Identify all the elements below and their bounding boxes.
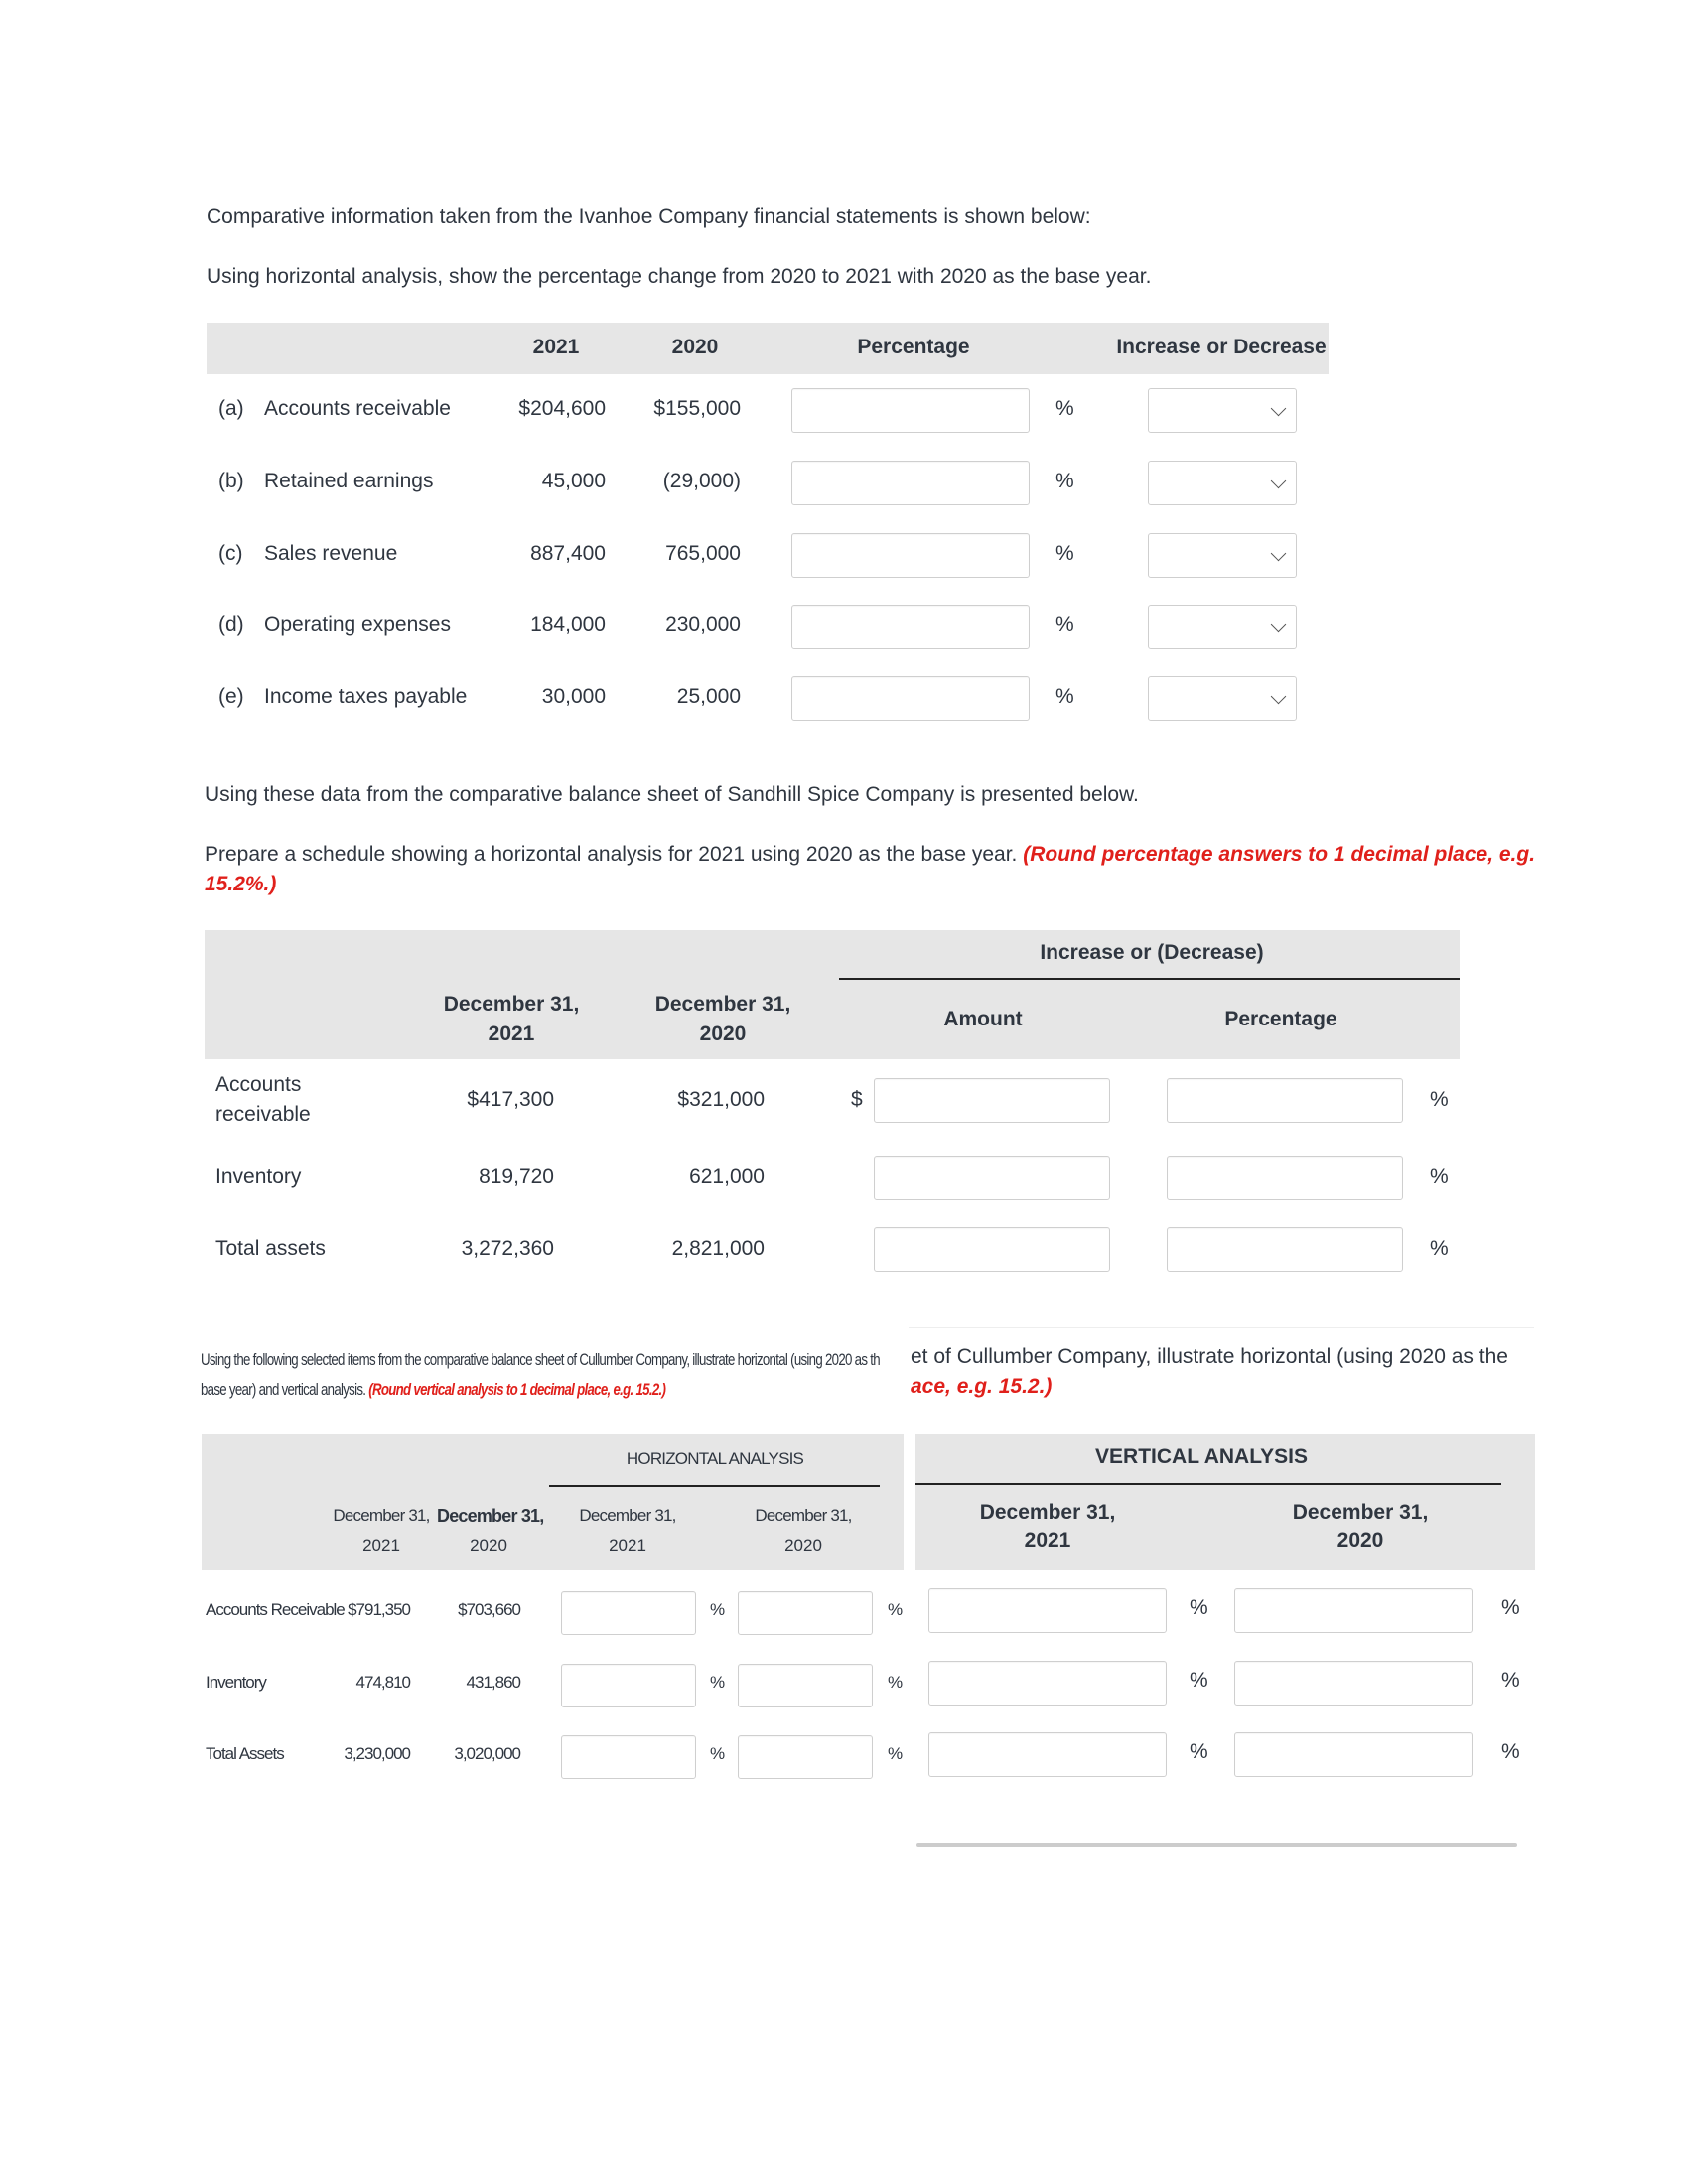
percentage-input[interactable] <box>1167 1156 1403 1200</box>
value-dec-2021: $791,350 <box>348 1600 410 1619</box>
value-dec-2021: 819,720 <box>479 1165 554 1188</box>
amount-input[interactable] <box>874 1227 1110 1272</box>
percent-unit: % <box>1430 1237 1449 1260</box>
percent-unit: % <box>888 1600 904 1619</box>
percent-unit: % <box>1190 1596 1208 1619</box>
amount-input[interactable] <box>874 1078 1110 1123</box>
row-letter: (e) <box>218 685 244 708</box>
section1-instruction: Using horizontal analysis, show the percentage change from 2020 to 2021 with 2020 as the base year. <box>207 265 1152 288</box>
row-letter: (d) <box>218 614 244 636</box>
value-2020: (29,000) <box>662 470 741 492</box>
percent-unit: % <box>710 1744 726 1763</box>
section3-intro-large-note: ace, e.g. 15.2.) <box>911 1375 1053 1398</box>
value-dec-2021: $417,300 <box>467 1088 554 1111</box>
value-2021: 45,000 <box>541 470 606 492</box>
header-h-2020-line2: 2020 <box>784 1536 822 1555</box>
percentage-input[interactable] <box>1167 1078 1403 1123</box>
dollar-sign: $ <box>851 1088 863 1111</box>
percent-unit: % <box>1501 1596 1520 1619</box>
row-label: Accounts <box>215 1073 302 1096</box>
row-label-line2: receivable <box>215 1103 311 1126</box>
header-v-2020-line2: 2020 <box>1336 1529 1384 1552</box>
percent-unit: % <box>1190 1740 1208 1763</box>
value-2020: 230,000 <box>665 614 741 636</box>
vertical-2020-input[interactable] <box>1234 1588 1473 1633</box>
header-percentage: Percentage <box>857 336 970 358</box>
percent-unit: % <box>1055 614 1074 636</box>
percent-unit: % <box>710 1600 726 1619</box>
percentage-input[interactable] <box>791 605 1030 649</box>
increase-decrease-select[interactable] <box>1148 533 1297 578</box>
row-letter: (b) <box>218 470 244 492</box>
increase-decrease-select[interactable] <box>1148 676 1297 721</box>
percentage-input[interactable] <box>791 388 1030 433</box>
row-label: Sales revenue <box>264 542 398 565</box>
row-letter: (c) <box>218 542 243 565</box>
section3-intro-small: Using the following selected items from the comparative balance sheet of Cullumber Company, illustrate horizontal (using 2020 as th <box>201 1350 880 1369</box>
header-h-2021-line1: December 31, <box>579 1506 676 1525</box>
value-2021: 184,000 <box>530 614 606 636</box>
horizontal-2020-input[interactable] <box>738 1591 873 1635</box>
percent-unit: % <box>1501 1669 1520 1692</box>
amount-input[interactable] <box>874 1156 1110 1200</box>
header-dec-2020-line1: December 31, <box>654 993 791 1016</box>
header-amount: Amount <box>943 1008 1023 1030</box>
header-h-2020-line1: December 31, <box>755 1506 852 1525</box>
header-horizontal-analysis: HORIZONTAL ANALYSIS <box>626 1449 804 1468</box>
header-increase-or-decrease: Increase or Decrease <box>1116 336 1327 358</box>
section2-intro: Using these data from the comparative balance sheet of Sandhill Spice Company is presented below. <box>205 783 1139 806</box>
group-underline <box>839 978 1460 980</box>
percentage-input[interactable] <box>791 676 1030 721</box>
horizontal-2021-input[interactable] <box>561 1735 696 1779</box>
row-label: Inventory <box>206 1673 266 1692</box>
divider <box>909 1327 1534 1328</box>
chevron-down-icon <box>1271 400 1287 416</box>
percentage-input[interactable] <box>1167 1227 1403 1272</box>
percent-unit: % <box>1430 1165 1449 1188</box>
instruction-text: Prepare a schedule showing a horizontal analysis for 2021 using 2020 as the base year. <box>205 843 1018 866</box>
chevron-down-icon <box>1271 545 1287 561</box>
value-2021: 887,400 <box>530 542 606 565</box>
percent-unit: % <box>1055 542 1074 565</box>
value-2021: 30,000 <box>541 685 606 708</box>
value-dec-2021: 3,230,000 <box>344 1744 410 1763</box>
section2-instruction <box>205 843 1535 867</box>
value-dec-2020: 3,020,000 <box>454 1744 520 1763</box>
chevron-down-icon <box>1271 473 1287 488</box>
increase-decrease-select[interactable] <box>1148 388 1297 433</box>
value-dec-2021: 474,810 <box>355 1673 410 1692</box>
header-dec-2021-line1: December 31, <box>443 993 580 1016</box>
vertical-2021-input[interactable] <box>928 1661 1167 1706</box>
value-2020: $155,000 <box>653 397 741 420</box>
percent-unit: % <box>710 1673 726 1692</box>
row-label: Inventory <box>215 1165 302 1188</box>
increase-decrease-select[interactable] <box>1148 461 1297 505</box>
header-increase-or-decrease-group: Increase or (Decrease) <box>1040 941 1264 964</box>
percent-unit: % <box>1055 685 1074 708</box>
rounding-note-continued: 15.2%.) <box>205 873 277 895</box>
value-2020: 25,000 <box>676 685 741 708</box>
header-percentage: Percentage <box>1224 1008 1337 1030</box>
percentage-input[interactable] <box>791 533 1030 578</box>
row-label: Retained earnings <box>264 470 434 492</box>
header-dec-2020-line1: December 31, <box>437 1506 544 1526</box>
header-2020: 2020 <box>671 336 719 358</box>
vertical-2020-input[interactable] <box>1234 1732 1473 1777</box>
horizontal-2020-input[interactable] <box>738 1664 873 1707</box>
row-label: Income taxes payable <box>264 685 468 708</box>
value-dec-2021: 3,272,360 <box>461 1237 554 1260</box>
value-dec-2020: 621,000 <box>689 1165 765 1188</box>
rounding-note: (Round percentage answers to 1 decimal place, e.g. <box>1023 843 1536 866</box>
intro-text: base year) and vertical analysis. <box>201 1380 366 1399</box>
percent-unit: % <box>888 1673 904 1692</box>
value-2021: $204,600 <box>518 397 606 420</box>
row-letter: (a) <box>218 397 244 420</box>
percent-unit: % <box>1055 470 1074 492</box>
increase-decrease-select[interactable] <box>1148 605 1297 649</box>
header-h-2021-line2: 2021 <box>609 1536 646 1555</box>
value-dec-2020: $703,660 <box>458 1600 520 1619</box>
percent-unit: % <box>1430 1088 1449 1111</box>
percent-unit: % <box>1190 1669 1208 1692</box>
percent-unit: % <box>1501 1740 1520 1763</box>
horizontal-2020-input[interactable] <box>738 1735 873 1779</box>
header-vertical-analysis: VERTICAL ANALYSIS <box>1095 1445 1308 1468</box>
value-dec-2020: 2,821,000 <box>671 1237 765 1260</box>
percentage-input[interactable] <box>791 461 1030 505</box>
section3-intro-large: et of Cullumber Company, illustrate horizontal (using 2020 as the <box>911 1345 1508 1368</box>
horizontal-underline <box>549 1485 880 1487</box>
row-label: Accounts receivable <box>264 397 451 420</box>
header-dec-2020-line2: 2020 <box>699 1023 747 1045</box>
header-v-2021-line1: December 31, <box>979 1501 1116 1524</box>
vertical-2021-input[interactable] <box>928 1588 1167 1633</box>
horizontal-2021-input[interactable] <box>561 1664 696 1707</box>
header-dec-2021-line2: 2021 <box>362 1536 400 1555</box>
chevron-down-icon <box>1271 616 1287 632</box>
header-2021: 2021 <box>532 336 580 358</box>
value-2020: 765,000 <box>665 542 741 565</box>
header-v-2020-line1: December 31, <box>1292 1501 1429 1524</box>
value-dec-2020: 431,860 <box>466 1673 520 1692</box>
header-v-2021-line2: 2021 <box>1024 1529 1071 1552</box>
horizontal-2021-input[interactable] <box>561 1591 696 1635</box>
vertical-2020-input[interactable] <box>1234 1661 1473 1706</box>
row-label: Total assets <box>215 1237 326 1260</box>
row-label: Total Assets <box>206 1744 284 1763</box>
percent-unit: % <box>888 1744 904 1763</box>
vertical-2021-input[interactable] <box>928 1732 1167 1777</box>
header-dec-2021-line1: December 31, <box>333 1506 430 1525</box>
percent-unit: % <box>1055 397 1074 420</box>
header-dec-2021-line2: 2021 <box>488 1023 535 1045</box>
rounding-note: (Round vertical analysis to 1 decimal place, e.g. 15.2.) <box>368 1380 666 1399</box>
section1-intro: Comparative information taken from the Ivanhoe Company financial statements is shown below: <box>207 205 1091 228</box>
header-dec-2020-line2: 2020 <box>470 1536 507 1555</box>
value-dec-2020: $321,000 <box>677 1088 765 1111</box>
chevron-down-icon <box>1271 688 1287 704</box>
section3-intro-small-line2 <box>201 1380 665 1400</box>
row-label: Accounts Receivable <box>206 1600 345 1619</box>
vertical-underline <box>915 1483 1501 1485</box>
horizontal-scrollbar[interactable] <box>916 1843 1517 1847</box>
row-label: Operating expenses <box>264 614 451 636</box>
